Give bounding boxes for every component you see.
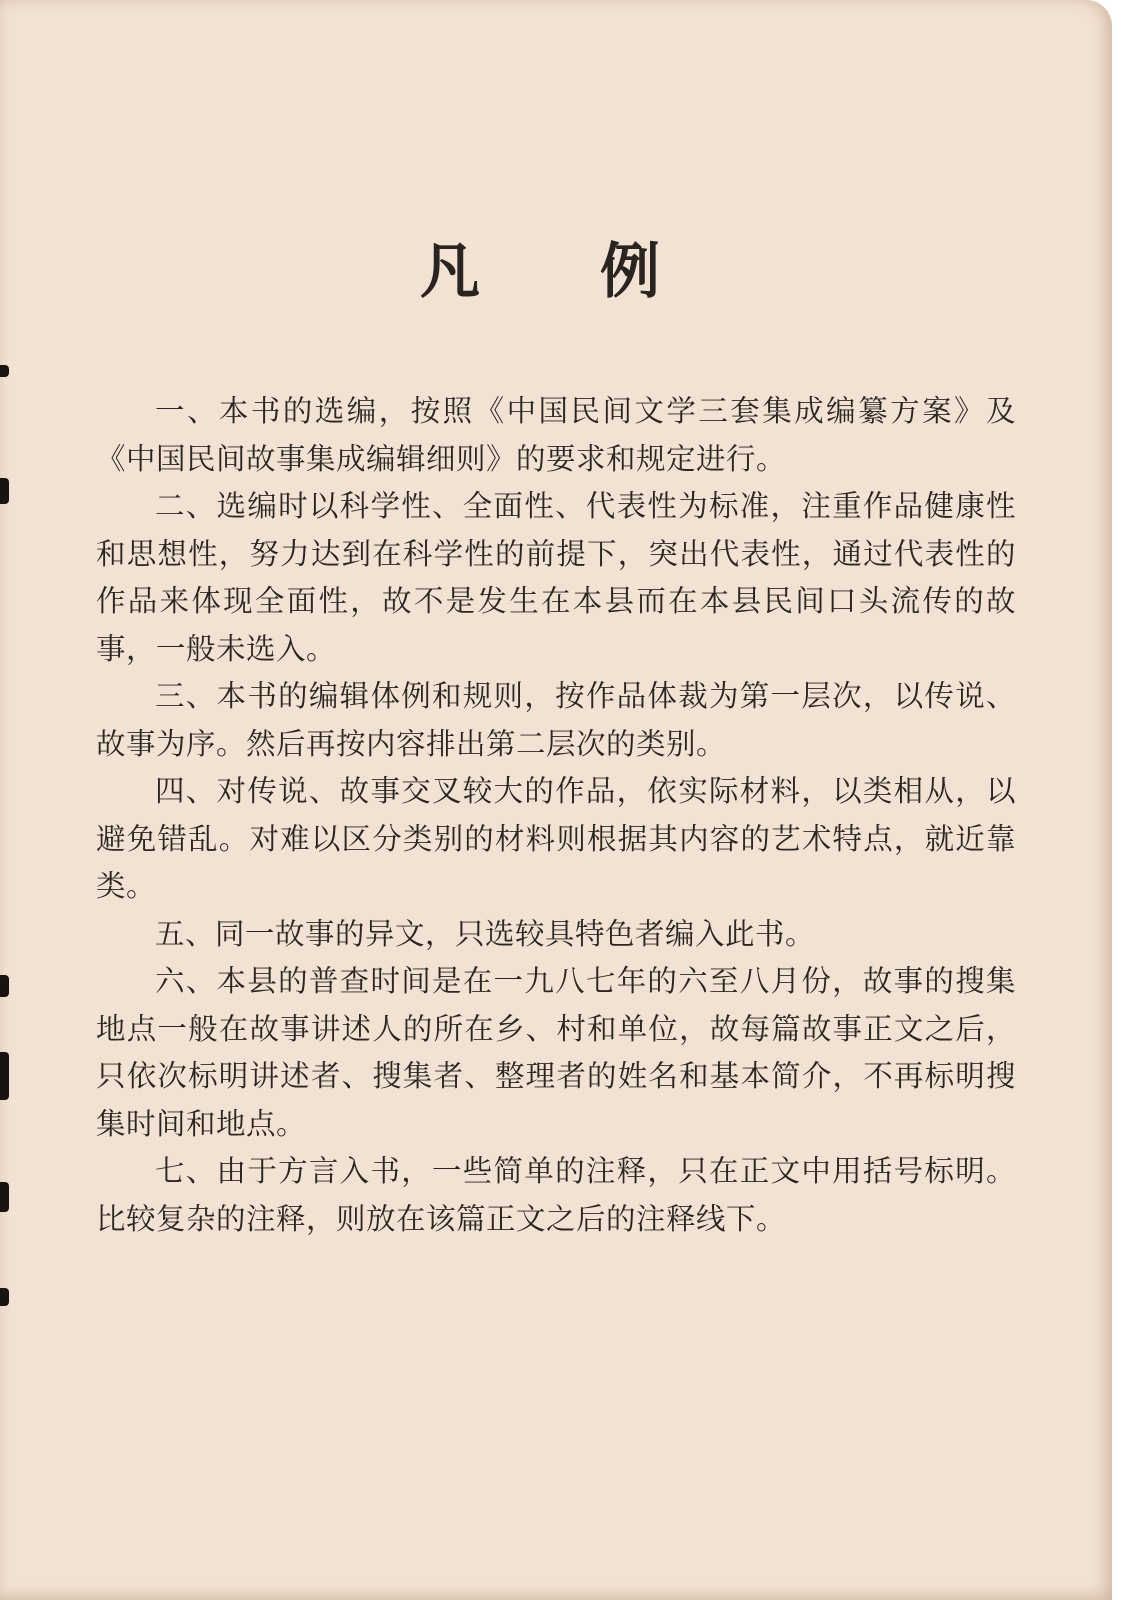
body-text [96,388,1016,1243]
paragraph-4: 四、对传说、故事交叉较大的作品，依实际材料，以类相从，以避免错乱。对难以区分类别的材料则根据其内容的艺术特点，就近靠类。 [96,774,1016,903]
paragraph-3: 三、本书的编辑体例和规则，按作品体裁为第一层次，以传说、故事为序。然后再按内容排出第二层次的类别。 [96,679,1016,761]
binding-mark [0,365,9,377]
paragraph-5: 五、同一故事的异文，只选较具特色者编入此书。 [155,916,816,951]
title-char-2: 例 [600,237,660,307]
paragraph-2: 二、选编时以科学性、全面性、代表性为标准，注重作品健康性和思想性，努力达到在科学性的前提下，突出代表性，通过代表性的作品来体现全面性，故不是发生在本县而在本县民间口头流传的故事，一般未选入。 [96,489,1016,666]
paragraph-1: 一、本书的选编，按照《中国民间文学三套集成编纂方案》及《中国民间故事集成编辑细则》的要求和规定进行。 [96,394,1016,476]
page-title [0,222,1080,322]
paragraph-7: 七、由于方言入书，一些简单的注释，只在正文中用括号标明。比较复杂的注释，则放在该篇正文之后的注释线下。 [96,1154,1016,1236]
binding-mark [0,1182,9,1212]
binding-mark [0,478,9,504]
binding-mark [0,975,9,997]
paragraph-6: 六、本县的普查时间是在一九八七年的六至八月份，故事的搜集地点一般在故事讲述人的所在乡、村和单位，故每篇故事正文之后，只依次标明讲述者、搜集者、整理者的姓名和基本简介，不再标明搜集时间和地点。 [96,964,1016,1141]
binding-mark [0,1288,9,1306]
title-char-1: 凡 [420,237,480,307]
binding-mark [0,1052,9,1100]
